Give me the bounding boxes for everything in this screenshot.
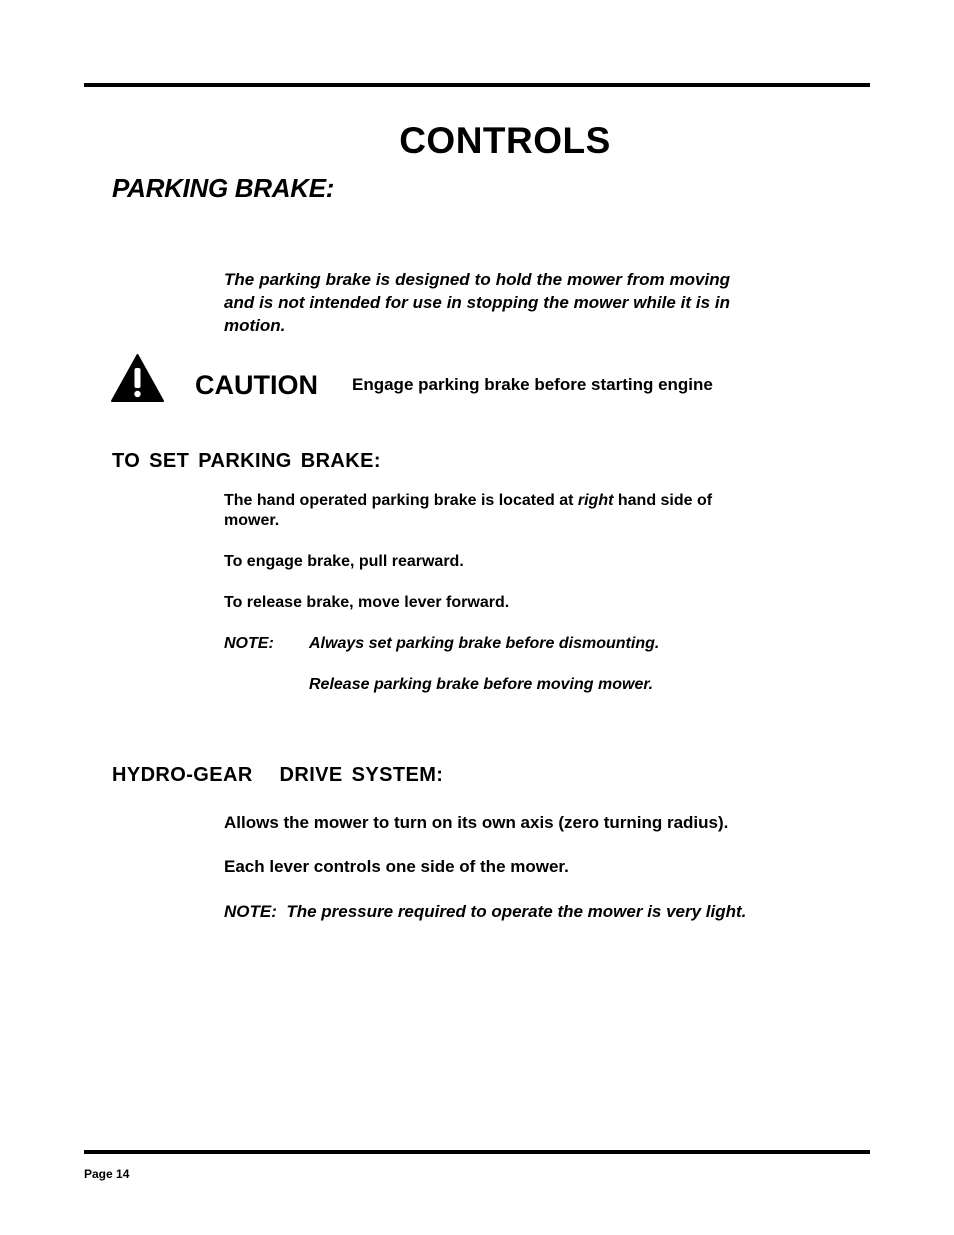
brake-note-label: NOTE: xyxy=(224,635,274,652)
caution-label: CAUTION xyxy=(195,370,318,400)
page-title: CONTROLS xyxy=(399,120,611,161)
heading-set-parking-brake: TO SET PARKING BRAKE: xyxy=(112,450,381,472)
brake-location-emphasis: right xyxy=(577,492,614,509)
brake-note-moving: Release parking brake before moving mower. xyxy=(309,676,654,693)
hydro-lever-text: Each lever controls one side of the mower. xyxy=(224,857,569,876)
bottom-rule xyxy=(84,1150,870,1154)
caution-text: Engage parking brake before starting engine xyxy=(352,375,713,394)
warning-triangle-icon xyxy=(110,353,165,403)
top-rule xyxy=(84,83,870,87)
brake-note-dismount: Always set parking brake before dismounting. xyxy=(309,635,660,652)
brake-location-text-start: The hand operated parking brake is located at xyxy=(224,492,578,509)
engage-brake-instruction: To engage brake, pull rearward. xyxy=(224,553,464,570)
section-title-parking-brake: PARKING BRAKE: xyxy=(112,173,335,203)
parking-brake-intro: The parking brake is designed to hold the mower from moving and is not intended for use in stopping the mower while it is in motion. xyxy=(224,270,730,335)
brake-location-paragraph xyxy=(224,491,744,531)
heading-hydro-gear-drive: HYDRO-GEAR DRIVE SYSTEM: xyxy=(112,764,444,786)
brake-location-text-end: hand side of mower. xyxy=(224,492,713,529)
hydro-note: NOTE: The pressure required to operate the mower is very light. xyxy=(224,902,747,921)
page-number: Page 14 xyxy=(84,1167,130,1181)
release-brake-instruction: To release brake, move lever forward. xyxy=(224,594,510,611)
hydro-zero-turn-text: Allows the mower to turn on its own axis (zero turning radius). xyxy=(224,813,729,832)
